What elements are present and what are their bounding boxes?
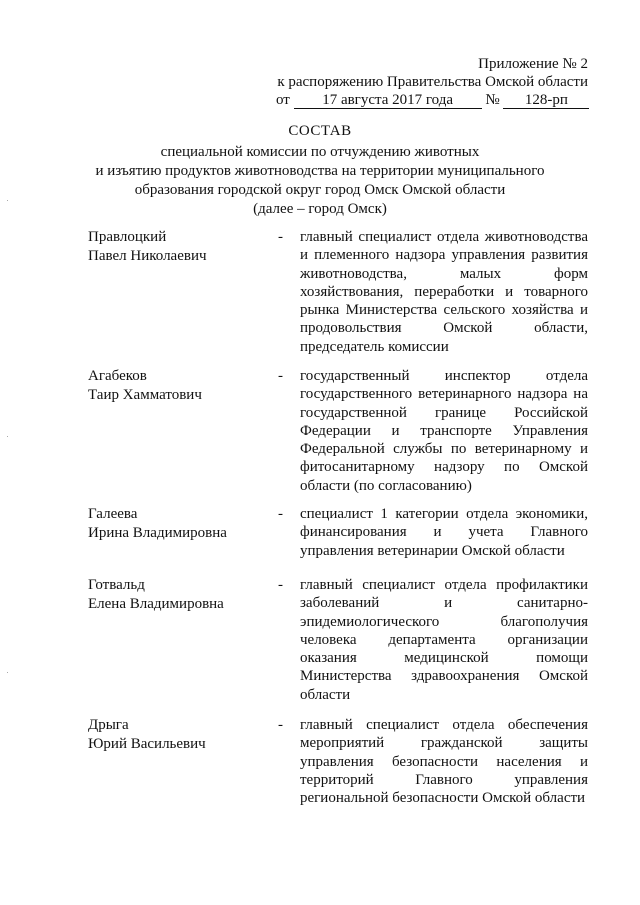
member-name	[88, 716, 278, 754]
member-given-names: Павел Николаевич	[88, 248, 207, 264]
member-dash: -	[278, 506, 283, 522]
member-entry	[88, 576, 588, 704]
member-name	[88, 228, 278, 266]
member-entry	[88, 716, 588, 807]
member-dash: -	[278, 368, 283, 384]
member-surname: Галеева	[88, 506, 138, 522]
member-dash: -	[278, 577, 283, 593]
member-dash: -	[278, 229, 283, 245]
member-given-names: Таир Хамматович	[88, 387, 202, 403]
member-position: специалист 1 категории отдела экономики, финансирования и учета Главного управления ветеринарии Омской области	[300, 506, 588, 559]
member-entry	[88, 505, 588, 560]
document-date-line	[276, 91, 589, 110]
member-position: главный специалист отдела профилактики заболеваний и санитарно-эпидемиологического благополучия человека департамента организации оказания медицинской помощи Министерства здравоохранения Омской области	[300, 577, 588, 703]
member-position: главный специалист отдела обеспечения мероприятий гражданской защиты управления безопасности населения и территорий Главного управления региональной безопасности Омской области	[300, 717, 588, 807]
document-heading	[0, 122, 640, 219]
member-name	[88, 367, 278, 405]
heading-line: образования городской округ город Омск Омской области	[134, 182, 506, 198]
member-entry	[88, 228, 588, 356]
member-surname: Правлоцкий	[88, 229, 167, 245]
document-number: 128-рп	[503, 93, 589, 109]
scan-artifact	[7, 672, 8, 673]
member-given-names: Ирина Владимировна	[88, 525, 227, 541]
appendix-title: Приложение № 2	[478, 56, 588, 72]
scan-artifact	[7, 436, 8, 437]
member-surname: Дрыга	[88, 717, 129, 733]
document-date: 17 августа 2017 года	[294, 93, 482, 109]
appendix-reference: к распоряжению Правительства Омской области	[277, 74, 588, 90]
heading-title: СОСТАВ	[288, 123, 352, 139]
member-name	[88, 505, 278, 543]
date-prefix: от	[276, 92, 290, 108]
member-entry	[88, 367, 588, 495]
heading-line: (далее – город Омск)	[253, 201, 387, 217]
member-given-names: Юрий Васильевич	[88, 736, 206, 752]
member-position: главный специалист отдела животноводства и племенного надзора управления развития животноводства, малых форм хозяйствования, переработки и товарного рынка Министерства сельского хозяйства и продовольствия Омской области, председатель комиссии	[300, 229, 588, 355]
member-surname: Готвальд	[88, 577, 145, 593]
member-position: государственный инспектор отдела государственного ветеринарного надзора на государственной границе Российской Федерации и транспорте Управления Федеральной службы по ветеринарному и фитосанитарному надзору по Омской области (по согласованию)	[300, 368, 588, 494]
member-name	[88, 576, 278, 614]
member-given-names: Елена Владимировна	[88, 596, 224, 612]
scan-artifact	[7, 200, 8, 201]
member-dash: -	[278, 717, 283, 733]
heading-line: специальной комиссии по отчуждению животных	[160, 144, 480, 160]
member-surname: Агабеков	[88, 368, 147, 384]
number-prefix: №	[485, 92, 500, 108]
heading-line: и изъятию продуктов животноводства на территории муниципального	[95, 163, 545, 179]
